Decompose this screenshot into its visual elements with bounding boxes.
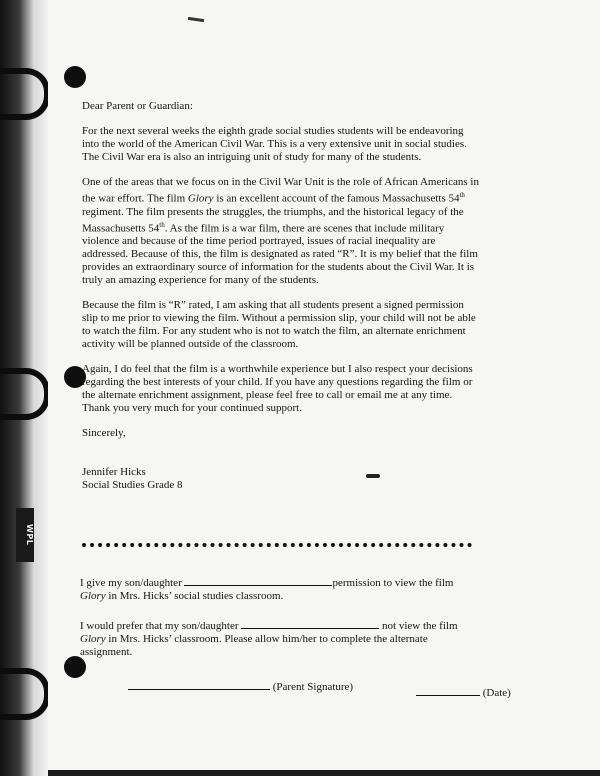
paragraph-intro: For the next several weeks the eighth grade social studies students will be endeavoring into the world of the American Civil War. This is a very extensive unit in social studies. The Civil War era is also an intriguing unit of study for many of the students. [82, 125, 467, 163]
cut-line [82, 543, 472, 547]
closing: Sincerely, [82, 427, 126, 440]
child-name-blank-2[interactable] [241, 619, 379, 629]
salutation: Dear Parent or Guardian: [82, 100, 193, 112]
binder-edge [0, 0, 48, 776]
pen-mark [188, 17, 204, 22]
date-blank[interactable] [416, 686, 480, 696]
signer-title: Social Studies Grade 8 [82, 479, 183, 492]
signer-name: Jennifer Hicks [82, 466, 146, 479]
permission-form [80, 576, 480, 675]
option-give-permission: I give my son/daughter permission to view the film Glory in Mrs. Hicks’ social studies classroom. [80, 577, 454, 602]
parent-signature-blank[interactable] [128, 680, 270, 690]
parent-signature-line: (Parent Signature) [128, 680, 353, 693]
binder-ring [0, 368, 50, 420]
binder-ring [0, 68, 50, 120]
signature-block [82, 466, 482, 492]
binder-tag: WPL [16, 508, 34, 562]
film-title: Glory [187, 192, 214, 205]
binder-ring [0, 668, 50, 720]
child-name-blank-1[interactable] [184, 576, 332, 586]
punch-hole [64, 66, 86, 88]
page-bottom-edge [48, 770, 600, 776]
paragraph-film: One of the areas that we focus on in the Civil War Unit is the role of African Americans in the war effort. The film Glory is an excellent account of the famous Massachusetts 54th regiment. The film presents the struggles, the triumphs, and the historical legacy of the Massachusetts 54th. As the film is a war film, there are scenes that include military violence and because of the time period portrayed, issues of racial inequality are addressed. Because of this, the film is designated as rated “R”. It is my belief that the film provides an extraordinary source of information for the students about the Civil War. It is truly an amazing experience for many of the students. [82, 176, 479, 287]
paragraph-permission: Because the film is “R” rated, I am asking that all students present a signed permission slip to me prior to viewing the film. Without a permission slip, your child will not be able to watch the film. For any student who is not to watch the film, an alternate enrichment activity will be planned outside of the classroom. [82, 299, 476, 351]
letter-body [82, 100, 482, 492]
option-alternate: I would prefer that my son/daughter not view the film Glory in Mrs. Hicks’ classroom. Please allow him/her to complete the alternate assignment. [80, 620, 458, 658]
date-line: (Date) [416, 686, 511, 699]
paragraph-closing: Again, I do feel that the film is a worthwhile experience but I also respect your decisions regarding the best interests of your child. If you have any questions regarding the film or the alternate enrichment assignment, please feel free to call or email me at any time. Thank you very much for your continued support. [82, 363, 473, 415]
